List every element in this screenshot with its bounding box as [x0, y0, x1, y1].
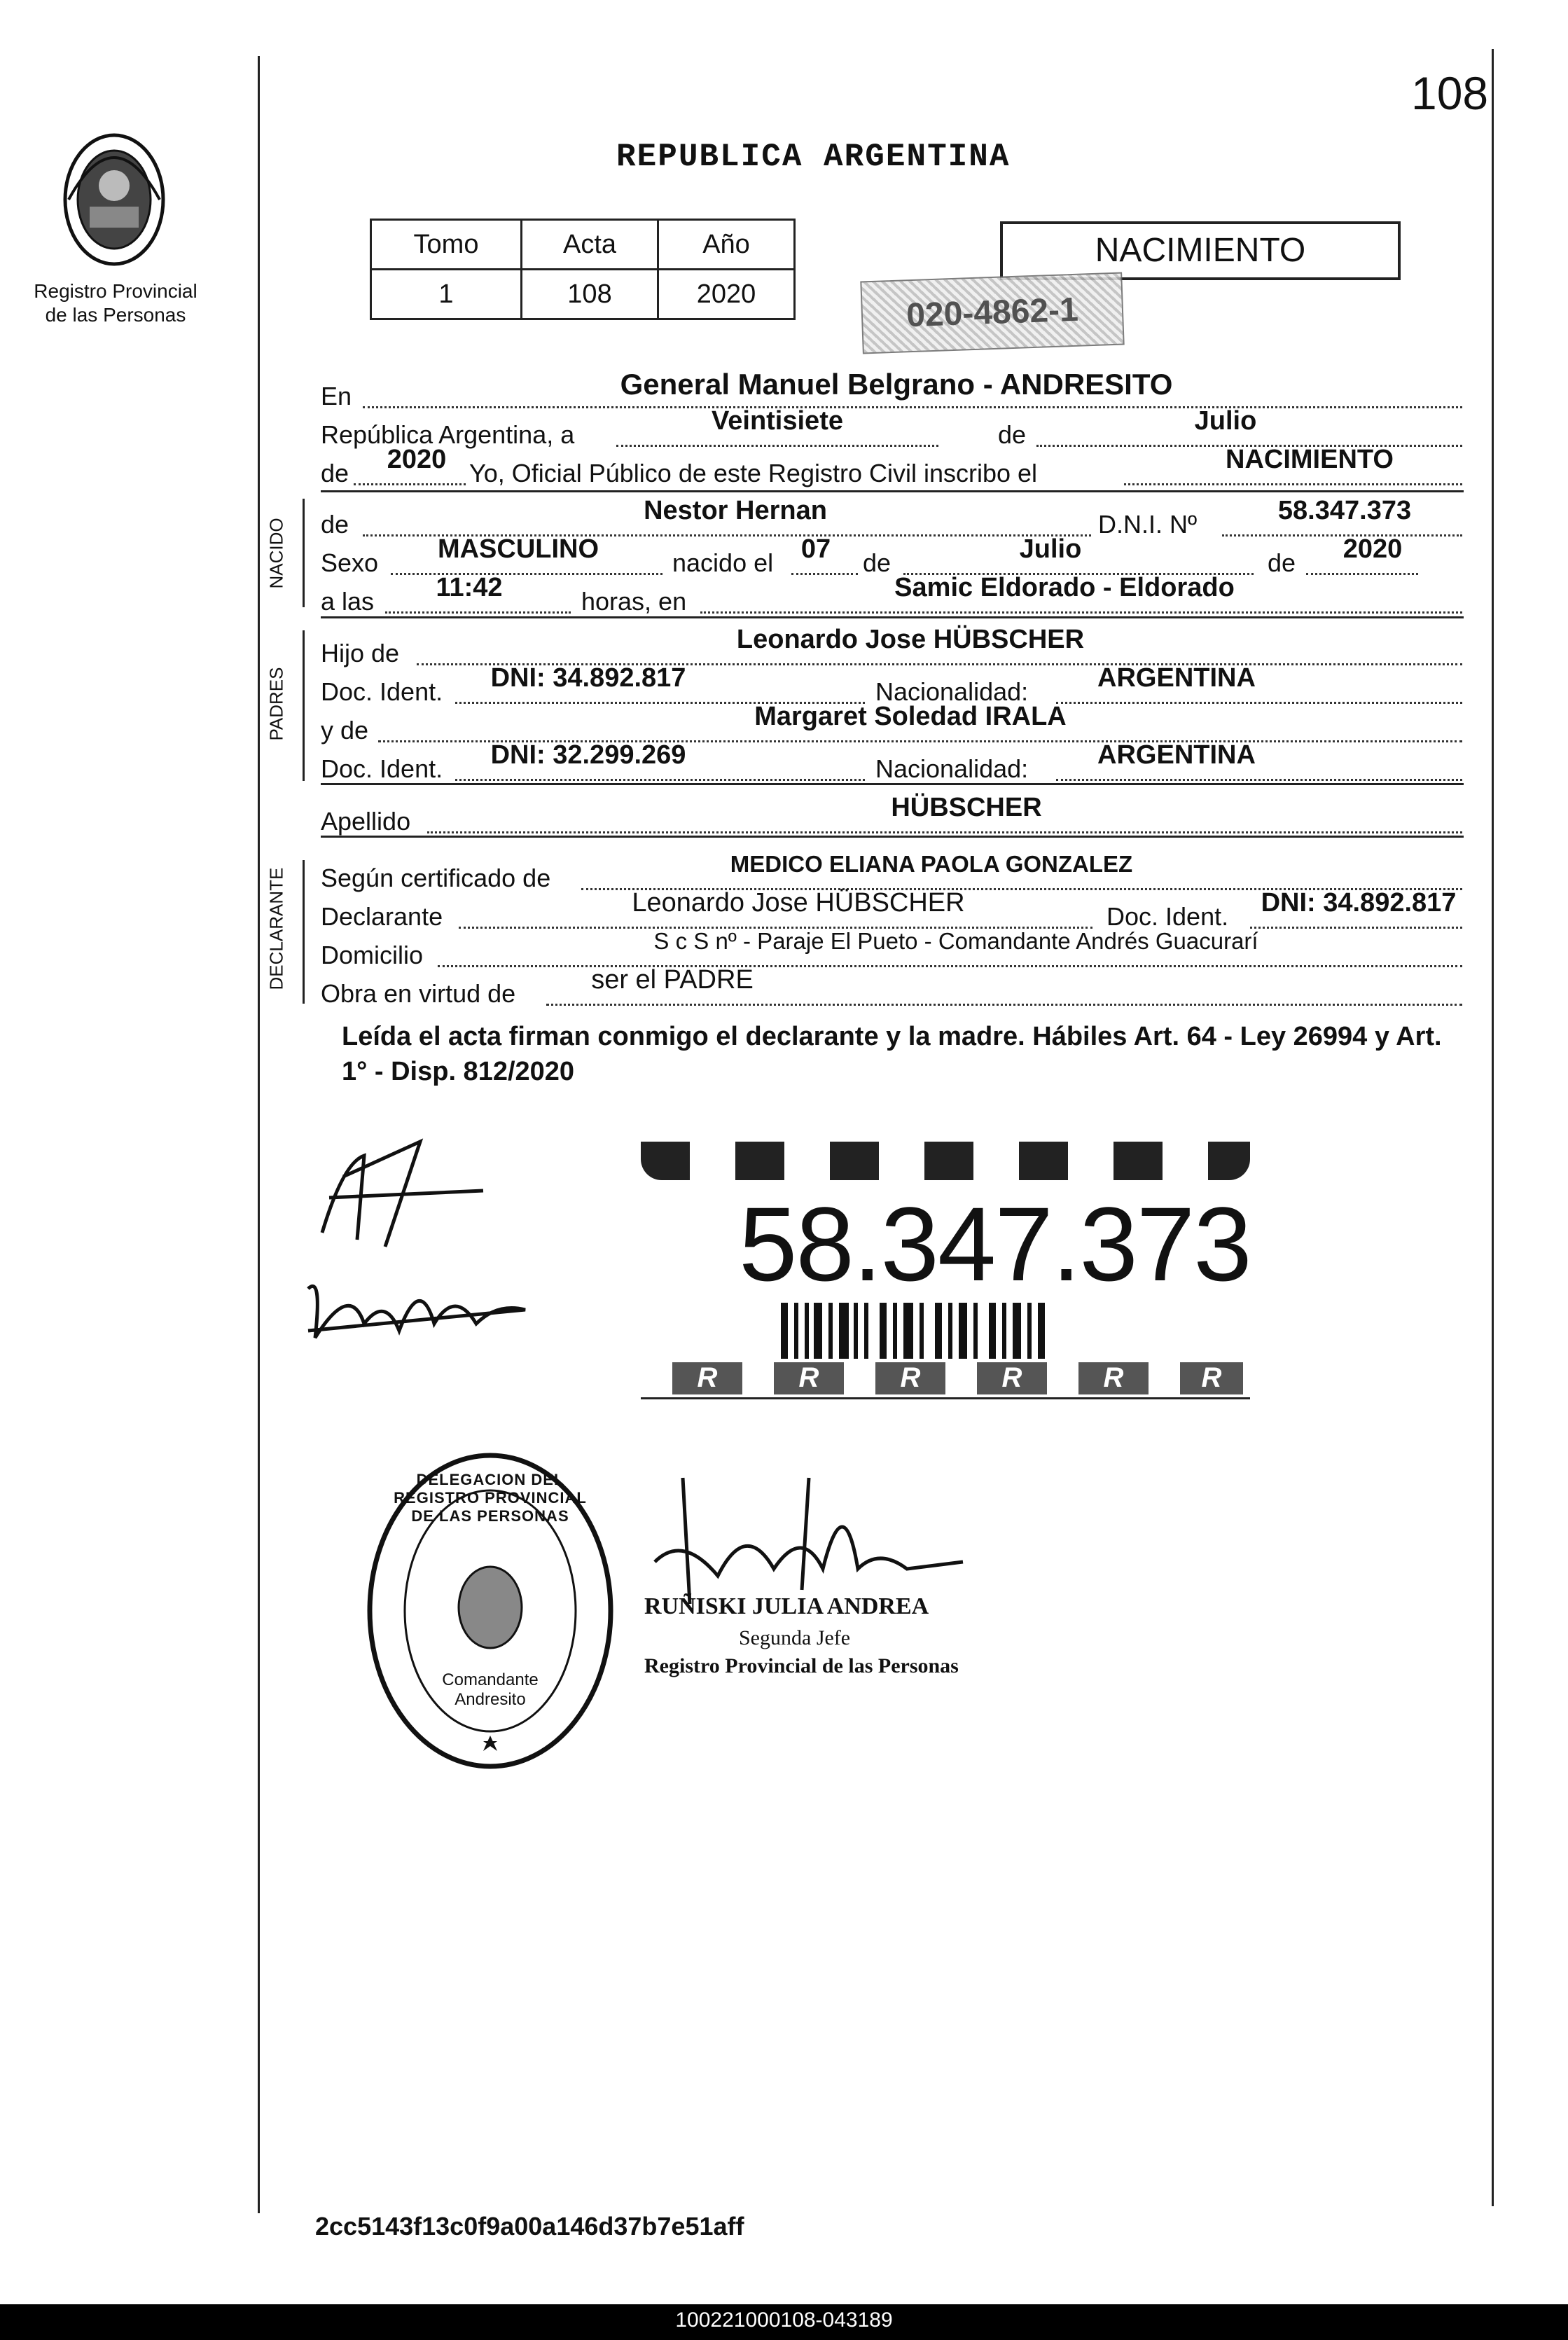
- padres-bracket: [303, 630, 305, 781]
- segun-label: Según certificado de: [321, 864, 551, 892]
- a-las-label: a las: [321, 587, 375, 616]
- en-value: General Manuel Belgrano - ANDRESITO: [620, 368, 1173, 401]
- father-name-value: Leonardo Jose HÜBSCHER: [736, 625, 1085, 654]
- nacido-section-label: NACIDO: [265, 518, 287, 589]
- seal-inner-text: Comandante Andresito: [442, 1670, 539, 1709]
- document-hash: 2cc5143f13c0f9a00a146d37b7e51aff: [315, 2212, 744, 2241]
- day-dots: [616, 445, 938, 447]
- sticker-bottom-row: [672, 1362, 1247, 1397]
- declarante-label: Declarante: [321, 902, 443, 931]
- obra-label: Obra en virtud de: [321, 979, 516, 1008]
- birth-de-label: de: [863, 548, 891, 577]
- registry-name-1: Registro Provincial: [34, 280, 197, 302]
- mother-doc-value: DNI: 32.299.269: [490, 740, 686, 770]
- y-de-label: y de: [321, 716, 369, 745]
- page-number: 108: [1411, 67, 1489, 119]
- province-shield-icon: [62, 130, 167, 270]
- padres-section-label: PADRES: [265, 667, 287, 741]
- mother-name-value: Margaret Soledad IRALA: [754, 702, 1067, 731]
- apellido-dots: [427, 831, 1462, 833]
- ano-value: 2020: [658, 270, 795, 319]
- sexo-label: Sexo: [321, 548, 379, 577]
- father-nationality-value: ARGENTINA: [1097, 663, 1256, 693]
- yo-label: Yo, Oficial Público de este Registro Civil inscribo el: [469, 459, 1038, 487]
- tomo-header: Tomo: [371, 220, 522, 270]
- acta-header: Acta: [522, 220, 658, 270]
- mother-nationality-value: ARGENTINA: [1097, 740, 1256, 770]
- dni-value: 58.347.373: [1277, 496, 1412, 525]
- obra-value: ser el PADRE: [591, 965, 754, 995]
- record-type-box: NACIMIENTO: [1000, 221, 1401, 280]
- official-role: Segunda Jefe: [739, 1626, 851, 1649]
- ano-header: Año: [658, 220, 795, 270]
- closing-text: Leída el acta firman conmigo el declarante y la madre. Hábiles Art. 64 - Ley 26994 y Art. 1° - Disp. 812/2020: [342, 1022, 1442, 1086]
- inscribo-dots: [1124, 483, 1462, 485]
- birth-day-value: 07: [800, 534, 831, 564]
- r-mark-3: R: [875, 1362, 945, 1394]
- signature-scribble-1-icon: [301, 1135, 511, 1254]
- day-value: Veintisiete: [712, 406, 843, 436]
- signature-scribble-2-icon: [294, 1261, 546, 1359]
- birth-year-value: 2020: [1342, 534, 1403, 564]
- en-label: En: [321, 382, 352, 410]
- de-label: de: [998, 420, 1027, 449]
- registry-name-2: de las Personas: [45, 304, 186, 326]
- birth-month-value: Julio: [1019, 534, 1082, 564]
- name-value: Nestor Hernan: [644, 496, 827, 525]
- registration-stamp: 020-4862-1: [860, 272, 1124, 354]
- hijo-de-label: Hijo de: [321, 639, 400, 667]
- birth-day-dots: [791, 573, 858, 575]
- de-year-label: de: [321, 459, 349, 487]
- sticker-dni-number: 58.347.373: [739, 1185, 1251, 1303]
- nacionalidad2-label: Nacionalidad:: [875, 754, 1029, 783]
- section-divider-4: [321, 836, 1464, 838]
- r-mark-5: R: [1078, 1362, 1149, 1394]
- dni-sticker: [641, 1142, 1250, 1401]
- r-mark-4: R: [977, 1362, 1047, 1394]
- acta-value: 108: [522, 270, 658, 319]
- nacionalidad-label: Nacionalidad:: [875, 677, 1029, 706]
- year-dots: [354, 483, 466, 485]
- domicilio-label: Domicilio: [321, 941, 424, 969]
- year-value: 2020: [387, 445, 447, 474]
- r-mark-2: R: [774, 1362, 844, 1394]
- obra-dots: [546, 1004, 1462, 1006]
- horas-label: horas, en: [581, 587, 687, 616]
- declarante-bracket: [303, 860, 305, 1004]
- section-divider-1: [321, 490, 1464, 492]
- decl-doc-value: DNI: 34.892.817: [1261, 888, 1457, 918]
- birth-place-value: Samic Eldorado - Eldorado: [894, 573, 1235, 602]
- official-seal: [364, 1450, 616, 1772]
- dni-label: D.N.I. Nº: [1098, 510, 1198, 539]
- r-mark-1: R: [672, 1362, 742, 1394]
- r-mark-6: R: [1180, 1362, 1243, 1394]
- seal-outer-text: DELEGACION DEL REGISTRO PROVINCIAL DE LAS PERSONAS: [394, 1471, 587, 1525]
- place-dots: [700, 611, 1462, 614]
- doc-ident-label: Doc. Ident.: [321, 677, 443, 706]
- nacido-bracket: [303, 499, 305, 607]
- inscribo-value: NACIMIENTO: [1226, 445, 1394, 474]
- apellido-value: HÜBSCHER: [891, 793, 1042, 822]
- registry-logo: [62, 130, 167, 270]
- footer-code: 100221000108-043189: [675, 2308, 893, 2332]
- sticker-barcode: [781, 1303, 1103, 1359]
- birth-time-value: 11:42: [436, 573, 503, 602]
- father-doc-value: DNI: 34.892.817: [490, 663, 686, 693]
- official-office: Registro Provincial de las Personas: [644, 1654, 959, 1677]
- mother-doc-dots: [455, 779, 865, 781]
- declarante-section-label: DECLARANTE: [265, 867, 287, 990]
- certificado-value: MEDICO ELIANA PAOLA GONZALEZ: [730, 851, 1133, 877]
- section-divider-3: [321, 783, 1464, 785]
- document-title: REPUBLICA ARGENTINA: [616, 139, 1011, 175]
- sticker-top-pattern: [641, 1142, 1250, 1180]
- sticker-underline: [641, 1397, 1250, 1399]
- domicilio-value: S c S nº - Paraje El Pueto - Comandante Andrés Guacurarí: [653, 928, 1258, 954]
- official-name: RUÑISKI JULIA ANDREA: [644, 1593, 929, 1619]
- decl-doc-label: Doc. Ident.: [1106, 902, 1229, 931]
- mother-nat-dots: [1056, 779, 1462, 781]
- doc-ident2-label: Doc. Ident.: [321, 754, 443, 783]
- birth-de2-label: de: [1268, 548, 1296, 577]
- birth-year-dots: [1306, 573, 1418, 575]
- apellido-label: Apellido: [321, 807, 411, 836]
- declarante-value: Leonardo Jose HÜBSCHER: [632, 888, 965, 918]
- tomo-value: 1: [371, 270, 522, 319]
- record-table: [370, 219, 796, 320]
- nacido-el-label: nacido el: [672, 548, 774, 577]
- sexo-value: MASCULINO: [437, 534, 599, 564]
- left-margin-line: [258, 56, 260, 2213]
- republica-label: República Argentina, a: [321, 420, 575, 449]
- nacido-de-label: de: [321, 510, 349, 539]
- right-margin-line: [1492, 49, 1494, 2206]
- month-value: Julio: [1194, 406, 1257, 436]
- time-dots: [385, 611, 571, 614]
- section-divider-2: [321, 616, 1464, 618]
